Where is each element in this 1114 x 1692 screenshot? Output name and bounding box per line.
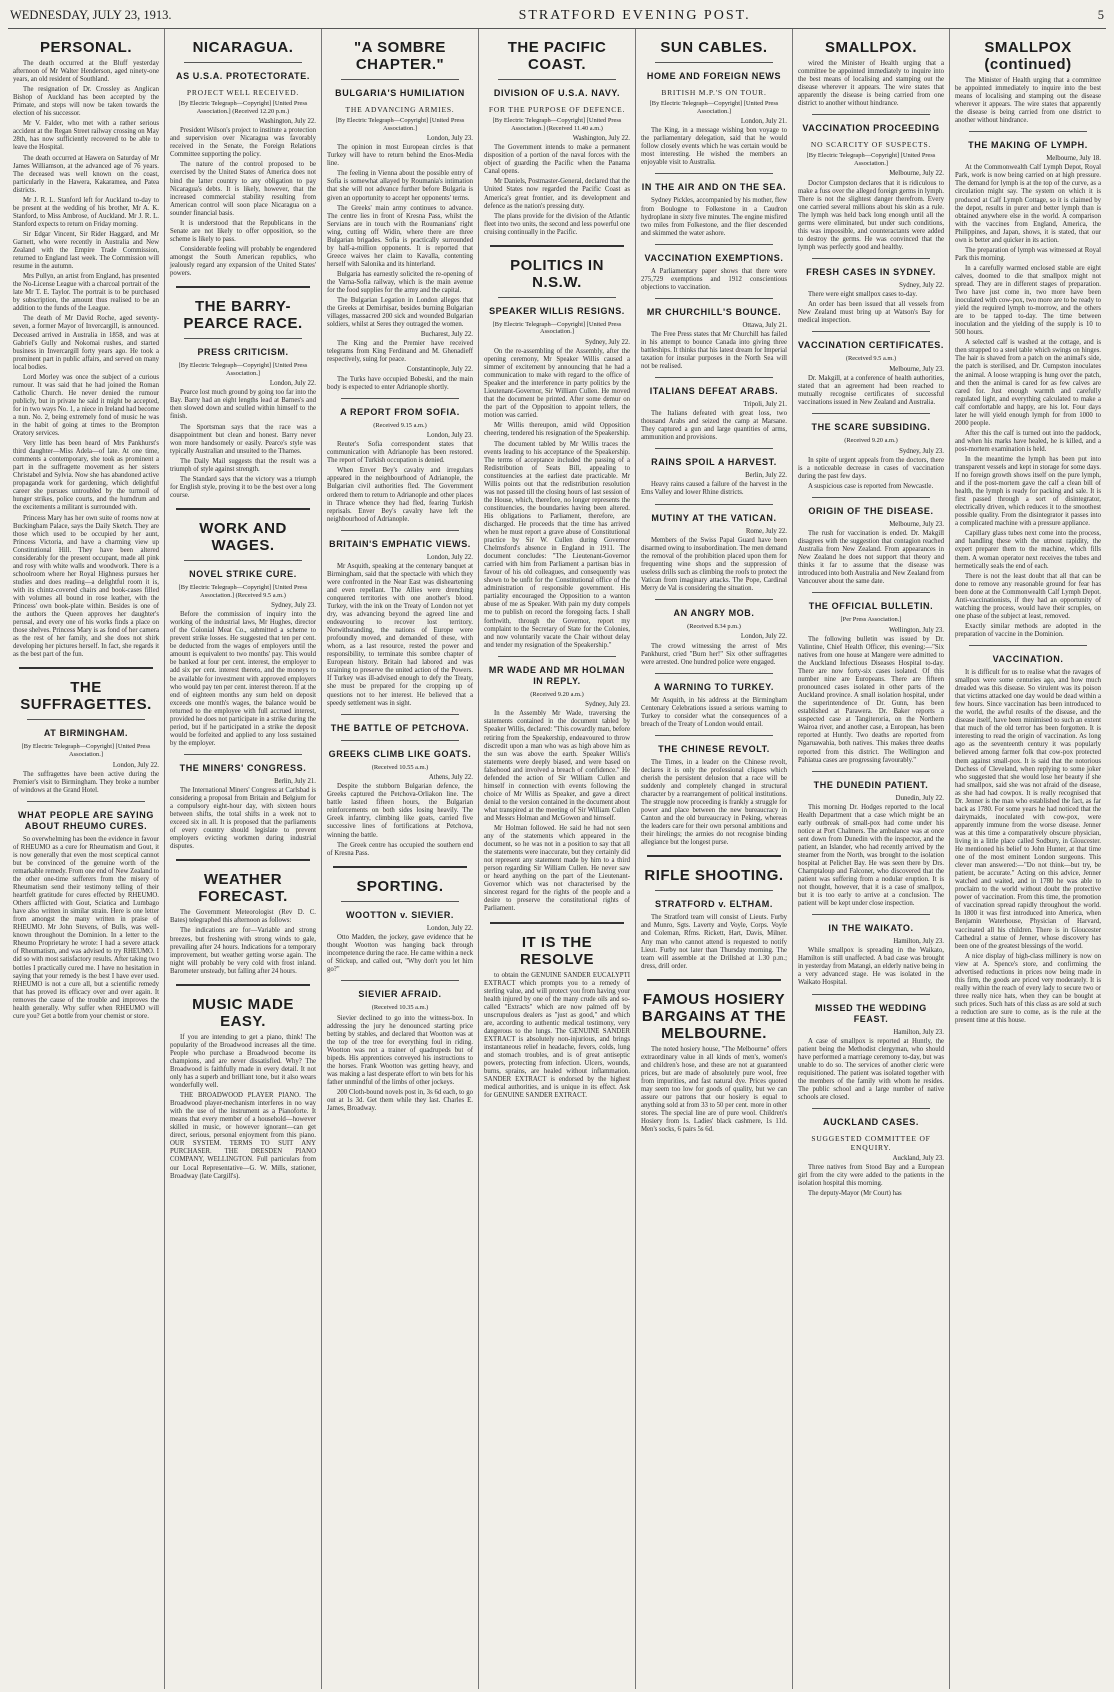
article-paragraph: The Daily Mail suggests that the result was a triumph of style against strength. xyxy=(170,457,316,473)
sub-rule xyxy=(655,62,773,63)
sub-rule xyxy=(341,530,459,531)
sub-rule xyxy=(969,131,1087,132)
dateline: Hamilton, July 23. xyxy=(893,1028,944,1036)
article-heading: ITALIANS DEFEAT ARABS. xyxy=(649,386,779,397)
article-paragraph: While smallpox is spreading in the Waikato, Hamilton is still unaffected. A bad case was brought in yesterday from Matangi, an elderly native being in a very advanced stage. He was isolated in the Waikato Hospital. xyxy=(798,947,944,987)
sub-rule xyxy=(498,79,616,80)
section-rule xyxy=(490,245,624,247)
article-paragraph: wired the Minister of Health urging that a committee be appointed immediately to inquire into the best means of localising and stamping out the disease wherever it appears. The wire states that apparently the disease is being carried from one district to another without hindrance. xyxy=(798,60,944,108)
section-heading: MUSIC MADE EASY. xyxy=(192,995,294,1030)
article-paragraph: Despite the stubborn Bulgarian defence, the Greeks captured the Petchova-Orliakon line. The battle lasted fifteen hours, the Bulgarian reinforcements on both sides losing heavily. The Greek infantry, climbing like goats, carried five successive lines of fortifications at Petchova, winning the battle. xyxy=(327,783,473,839)
article-paragraph: It is understood that the Republicans in the Senate are not likely to offer opposition, so the scheme is likely to pass. xyxy=(170,219,316,243)
article-paragraph: Mr Holman followed. He said he had not seen any of the statements which appeared in the document, so he was not in a position to say that all the statements were inaccurate, but they certainly did not represent any statement made by him to a third person regarding Sir William Cullen. He never saw or heard anything on the part of the Lieutenant-Governor which was not characterised by the sincerest regard for the rights of the people and a desire to preserve the constitutional rights of Parliament. xyxy=(484,825,630,913)
wire-credit: (Received 10.35 a.m.) xyxy=(371,1003,429,1011)
sub-rule xyxy=(27,719,145,720)
sub-rule xyxy=(812,413,930,414)
column-4 xyxy=(479,29,636,1689)
sub-rule xyxy=(341,714,459,715)
article-heading: THE BATTLE OF PETCHOVA. xyxy=(330,722,470,733)
sub-rule xyxy=(812,258,930,259)
article-paragraph: An order has been issued that all vessels from New Zealand must bring up at Watson's Bay for medical inspection. xyxy=(798,301,944,325)
section-rule xyxy=(176,984,310,986)
article-paragraph: The Minister of Health urging that a committee be appointed immediately to inquire into the best means of localising and stamping out the disease wherever it appears. The wire states that apparently the disease is being carried from one district to another without hindrance. xyxy=(955,77,1101,125)
sub-rule xyxy=(341,79,459,80)
sub-rule xyxy=(812,771,930,772)
sub-rule xyxy=(812,994,930,995)
article-heading: VACCINATION. xyxy=(992,654,1064,664)
article-heading: VACCINATION PROCEEDING xyxy=(802,123,940,134)
dateline: Sydney, July 23. xyxy=(899,447,944,455)
sub-rule xyxy=(341,740,459,741)
section-heading: SUN CABLES. xyxy=(660,39,768,56)
sub-rule xyxy=(184,754,302,755)
wire-credit: [Per Press Association.] xyxy=(840,616,902,624)
article-paragraph: The King and the Premier have received telegrams from King Ferdinand and M. Ghenadieff respectively, suing for peace. xyxy=(327,340,473,364)
article-heading: AT BIRMINGHAM. xyxy=(43,728,129,739)
column-3 xyxy=(322,29,479,1689)
article-paragraph: The preparation of lymph was witnessed at Royal Park this morning. xyxy=(955,246,1101,262)
wire-credit: [By Electric Telegraph—Copyright] [United Press Association.] (Received 12.20 p.m.) xyxy=(178,100,308,115)
article-heading: A WARNING TO TURKEY. xyxy=(653,681,774,692)
section-rule xyxy=(647,979,781,981)
sub-rule xyxy=(812,1108,930,1109)
sub-rule xyxy=(27,801,145,802)
sub-rule xyxy=(812,497,930,498)
article-paragraph: In the meantime the lymph has been put into transparent vessels and kept in storage for some days. If no foreign growth shows itself on the pure lymph, and if the post-mortem gave the calf a clean bill of health, the lymph is ready for packing and sale. It is first passed through a sort of disintegrator, electrically driven, which reduces it to the smoothest possible quality. From the disintegrator it passes into a complicated machine with a pressure appliance. xyxy=(955,455,1101,528)
dateline: Sydney, July 22. xyxy=(899,281,944,289)
dateline: Tripoli, July 21. xyxy=(743,401,787,409)
section-heading: SMALLPOX (continued) xyxy=(984,39,1072,73)
article-heading: AS U.S.A. PROTECTORATE. xyxy=(176,71,310,81)
article-heading: IN THE AIR AND ON THE SEA. xyxy=(641,182,787,193)
article-paragraph: Sievier declined to go into the witness-box. In addressing the jury he denounced starting price betting by stables, and declared that Wootton was at the top of the tree for everything foul in riding. Wootton was not a trainer of quadrupeds but of bipeds. His apprentices conveyed his instructions to the horses. Frank Wootton was getting heavy, and was making a last desperate effort to win bets for his father unmindful of the limbs of other jockeys. xyxy=(327,1014,473,1086)
article-paragraph: Three natives from Stood Bay and a European girl from the city were added to the patients in the isolation hospital this morning. xyxy=(798,1164,944,1188)
article-paragraph: The Government Meteorologist (Rev D. C. Bates) telegraphed this afternoon as follows: xyxy=(170,909,316,925)
dateline: London, July 21. xyxy=(740,118,787,126)
section-rule xyxy=(333,866,467,868)
article-subheading: NO SCARCITY OF SUSPECTS. xyxy=(810,140,932,150)
column-5 xyxy=(636,29,793,1689)
article-paragraph: A case of smallpox is reported at Huntly, the patient being the Methodist clergyman, who should have performed a marriage ceremony to-day, but was unable to do so. The services of another cleric were requisitioned. The patient was isolated together with the members of the family with whom he resides. The public school and a large number of native schools are closed. xyxy=(798,1037,944,1101)
column-2 xyxy=(165,29,322,1689)
article-paragraph: Otto Madden, the jockey, gave evidence that he thought Wootton was hanging back through incompetence during the race. He came within a neck of Stickup, and called out, "Why don't you let him go?" xyxy=(327,933,473,973)
article-heading: MUTINY AT THE VATICAN. xyxy=(651,512,777,523)
article-paragraph: Exactly similar methods are adopted in the preparation of vaccine in the Dominion. xyxy=(955,622,1101,638)
dateline: Washington, July 22. xyxy=(258,118,316,126)
article-heading: SIEVIER AFRAID. xyxy=(358,988,442,999)
dateline: Auckland, July 23. xyxy=(892,1154,944,1162)
article-paragraph: So overwhelming has been the evidence in favour of RHEUMO as a cure for Rheumatism and Gout, it is now generally that even the most sceptical cannot but be convinced of the genuine worth of the remarkable remedy. From one end of New Zealand to the other one-time sufferers from the misery of Rheumatism send their testimony telling of their heartfelt gratitude for cures effected by RHEUMO. Others afflicted with Gout, Sciatica and Lumbago have also written in similar strain. Here is one letter from amongst the many written in praise of RHEUMO. Mr John Stevens, of Bulls, was well-known throughout the Dominion. In a letter to the Rheumo Proprietary he wrote: I had a severe attack of Rheumatism, and was advised to try RHEUMO. I did so with most satisfactory results. After taking two bottles I practically cured me. I have no hesitation in saying that your remedy is the best I have ever used. RHEUMO is not a cure all, but a scientific remedy that has proved its efficacy over and over again. It removes the cause of the trouble and improves the health generally. Why suffer when RHEUMO will cure you? Get a bottle from your chemist or store. xyxy=(13,835,159,1020)
article-paragraph: The following bulletin was issued by Dr. Valintine, Chief Health Officer, this evening:—"Six natives from one house at Mangere were admitted to the Auckland Infectious Diseases Hospital to-day. There are now forty-six cases isolated. Of this number nine are Europeans. There are fifteen pronounced cases isolated in other parts of the Auckland province. A small isolation hospital, under the superintendence of Dr. Gunn, has been established at Parawera. Dr. Baker reports a suspected case at Tangiteroria, on the Northern Wairoa river, and another case, a European, has been reported at Huntly. Two deaths are reported from Ngaruawahia, both natives. This makes three deaths reported from this district. The Wellington and Pahiatua cases are progressing favourably." xyxy=(798,635,944,764)
dateline: Constantinople, July 22. xyxy=(406,366,473,374)
article-paragraph: Lord Morley was once the subject of a curious rumour. It was said that he had joined the Roman Catholic Church. He never denied the rumour publicly, but in private he said it might be accepted, for in two ways No. 1, a niece in Ireland had become a nun. No. 2, being extremely fond of music he was in the habit of going at times to the Brompton Oratory services. xyxy=(13,373,159,438)
article-paragraph: Mrs Pullyn, an artist from England, has presented the No-License League with a charcoal portrait of the late Mr T. E. Taylor. The portrait is to be purchased by subscription, the amount thus realised to be an addition to the funds of the League. xyxy=(13,273,159,313)
section-rule xyxy=(19,667,153,669)
article-subheading: SUGGESTED COMMITTEE OF ENQUIRY. xyxy=(811,1133,931,1152)
article-heading: DIVISION OF U.S.A. NAVY. xyxy=(493,88,621,98)
article-heading: THE CHINESE REVOLT. xyxy=(658,743,770,754)
article-paragraph: The King, in a message wishing bon voyage to the parliamentary delegation, said that he would follow closely events which he was certain would be most interesting. He wished the members an enjoyable visit to Australia. xyxy=(641,127,787,167)
article-paragraph: Mr Daniels, Postmaster-General, declared that the United States now regarded the Pacific Coast as America's great frontier, and its development and defence as the nation's pressing duty. xyxy=(484,178,630,210)
article-paragraph: In a carefully warmed enclosed stable are eight calves, doomed to die that smallpox might not spread. They are in different stages of preparation. Two have just come in, two more have been inoculated with cow-pox, two more are to be ready to yield the required lymph to-morrow, and the others are to be tapped to-day. The time between inoculation and the yielding of the supply is 10 to 500 hours. xyxy=(955,264,1101,337)
article-paragraph: There is not the least doubt that all that can be done to remove any reasonable ground for fear has been done at the Commonwealth Calf Lymph Depot. Anti-vaccinationists, if they had an opportunity of watching the process, would have their scruples, on one phase of the subject at least, removed. xyxy=(955,572,1101,620)
dateline: Melbourne, July 23. xyxy=(889,365,944,373)
wire-credit: [By Electric Telegraph—Copyright] [United Press Association.] xyxy=(806,152,936,167)
article-heading: THE SCARE SUBSIDING. xyxy=(811,422,931,432)
section-rule xyxy=(176,859,310,861)
sub-rule xyxy=(341,901,459,902)
wire-credit: [By Electric Telegraph—Copyright] [United Press Association.] xyxy=(649,100,779,115)
article-paragraph: In the Assembly Mr Wade, traversing the statements contained in the document tabled by Speaker Willis, declared: "This cowardly man, before retiring from the Speakership, endeavoured to throw discredit upon a man who was as high above him as the sun was above the earth. Speaker Willis's statements were deeply biased, and were based on falsehood and involved a breach of confidence." He defended the action of Sir William Cullen and himself in connection with events following the choice of Mr Willis as Speaker, and gave a direct denial to the version contained in the document about what transpired at the meeting of Sir William Cullen and Messrs Holman and McGowen and himself. xyxy=(484,710,630,822)
sub-rule xyxy=(184,338,302,339)
article-paragraph: Members of the Swiss Papal Guard have been disarmed owing to insubordination. The men demand the removal of the prohibition placed upon them for frequenting wine shops and the suppression of useless drills such as climbing the roofs to protect the Vatican from imaginary attacks. The Pope, Cardinal Merry de Val is considering the situation. xyxy=(641,536,787,592)
article-paragraph: Considerable feeling will probably be engendered amongst the South American republics, who jealously regard any expansion of the United States' powers. xyxy=(170,245,316,278)
dateline: Bucharest, July 22. xyxy=(420,331,473,339)
wire-credit: [By Electric Telegraph—Copyright] [United Press Association.] (Received 9.5 a.m.) xyxy=(178,583,308,599)
section-rule xyxy=(176,508,310,510)
article-subheading: THE ADVANCING ARMIES. xyxy=(345,105,455,114)
section-heading: PERSONAL. xyxy=(39,39,132,56)
dateline: London, July 23. xyxy=(426,432,473,440)
wire-credit: [By Electric Telegraph—Copyright] [United Press Association.] (Received 11.40 a.m.) xyxy=(492,117,622,132)
article-paragraph: Mr Asquith, in his address at the Birmingham Centenary Celebrations issued a serious warning to Turkey to consider what the consequences of a breach of the Treaty of London would entail. xyxy=(641,696,787,728)
article-paragraph: The death of Mr David Roche, aged seventy-seven, a former Mayor of Invercargill, is announced. Deceased arrived in Australia in 1858, and was at Gabriel's Gully and Nokomai rushes, and started business in Invercargill forty years ago. He took a prominent part in public affairs, and served on many local bodies. xyxy=(13,315,159,371)
article-paragraph: The feeling in Vienna about the possible entry of Sofia is somewhat allayed by Roumania's intimation that she will not advance further before Bulgaria is given an opportunity to accept her opponents' terms. xyxy=(327,170,473,202)
wire-credit: [By Electric Telegraph—Copyright] [United Press Association.] xyxy=(21,743,151,758)
article-paragraph: There were eight smallpox cases to-day. xyxy=(808,290,918,298)
wire-credit: (Received 10.55 a.m.) xyxy=(371,763,429,771)
page-number: 5 xyxy=(1097,8,1104,22)
article-heading: THE MINERS' CONGRESS. xyxy=(179,762,307,773)
column-1 xyxy=(8,29,165,1689)
article-paragraph: Doctor Cumpston declares that it is ridiculous to make a fuss over the alleged foreign germs in lymph. There is not the slightest danger therefrom. Every one carried several millions about his skin as a rule. The lymph was held back long enough until all the germs were eliminated, but under such conditions, this was impossible, and counteractants were added to destroy the germs. He was convinced that the lymph was perfectly good and healthy. xyxy=(798,179,944,251)
article-paragraph: The Stratford team will consist of Lieuts. Furby and Munro, Sgts. Laverty and Voyle, Corps. Voyle and Coleman, Rfms. Rickett, Hart, Davis, Milner. Any man who cannot attend is requested to notify Lieut. Furby not later than Thursday morning. The team will assemble at the Drillshed at 1.30 p.m.; dress, drill order. xyxy=(641,914,787,970)
sub-rule xyxy=(969,645,1087,646)
issue-date: WEDNESDAY, JULY 23, 1913. xyxy=(10,8,172,22)
section-rule xyxy=(176,286,310,288)
dateline: Dunedin, July 22. xyxy=(895,794,944,802)
sub-rule xyxy=(812,331,930,332)
article-paragraph: The Government intends to make a permanent disposition of a portion of the naval forces with the object of guarding the Pacific when the Panama Canal opens. xyxy=(484,144,630,176)
article-paragraph: to obtain the GENUINE SANDER EUCALYPTI EXTRACT which prompts you to a remedy of sterling value, and will protect you from having your health injured by one of the many crude oils and so-called "Extracts" which are now palmed off by unscrupulous dealers as "just as good," and which are, according to authentic medical testimony, very dangerous to the lungs. The GENUINE SANDER EXTRACT is absolutely non-injurious, and brings instantaneous relief in headache, fevers, colds, lung and stomach troubles, and is of great antiseptic powers, protecting from infection. Ulcers, wounds, burns, sprains, are healed without inflammation. SANDER EXTRACT is endorsed by the highest medical authorities, and is unique in its effect. Ask for GENUINE SANDER EXTRACT. xyxy=(484,971,630,1100)
dateline: Berlin, July 22. xyxy=(745,472,787,480)
dateline: Sydney, July 22. xyxy=(585,338,630,346)
article-paragraph: The rush for vaccination is ended. Dr. Makgill disagrees with the suggestion that contagion reached Australia from New Zealand. From appearances in New Zealand he does not support that theory and thinks it far to assume that the disease was introduced into both Australia and New Zealand from Vancouver about the same date. xyxy=(798,529,944,586)
wire-credit: [By Electric Telegraph—Copyright] [United Press Association.] xyxy=(335,117,465,132)
article-paragraph: The Turks have occupied Bobeski, and the main body is expected to enter Adrianople shortly. xyxy=(327,375,473,391)
section-heading: THE BARRY-PEARCE RACE. xyxy=(183,298,303,333)
article-paragraph: The International Miners' Congress at Carlsbad is considering a proposal from Britain and Belgium for a compulsory eight-hour day, with sixteen hours between shifts, the total shifts in a week not to exceed six in all. It is proposed that the parliaments of every country should legislate to prevent employers evicting workmen during industrial disputes. xyxy=(170,787,316,851)
sub-rule xyxy=(498,656,616,657)
dateline: Rome, July 22. xyxy=(745,527,787,535)
article-paragraph: Heavy rains caused a failure of the harvest in the Ems Valley and lower Rhine districts. xyxy=(641,481,787,497)
sub-rule xyxy=(655,890,773,891)
article-heading: WOOTTON v. SIEVIER. xyxy=(345,909,455,920)
article-paragraph: The resignation of Dr. Crossley as Anglican Bishop of Auckland has been accepted by the Primate, and steps will now be taken towards the election of his successor. xyxy=(13,86,159,118)
section-heading: THE SUFFRAGETTES. xyxy=(20,679,152,714)
section-heading: FAMOUS HOSIERY BARGAINS AT THE MELBOURNE. xyxy=(641,990,787,1042)
article-subheading: BRITISH M.P.'S ON TOUR. xyxy=(661,88,767,97)
sub-rule xyxy=(341,980,459,981)
wire-credit: (Received 9.20 a.m.) xyxy=(844,437,898,444)
article-paragraph: In spite of urgent appeals from the doctors, there is a noticeable decrease in cases of vaccination during the past few days. xyxy=(798,456,944,480)
dateline: Sydney, July 23. xyxy=(585,701,630,709)
dateline: Berlin, July 21. xyxy=(274,777,316,785)
article-paragraph: The Sportsman says that the race was a disappointment but clean and honest. Barry never won more handsomely or easily. Pearce's style was typically Australian and unsuited to the Thames. xyxy=(170,423,316,455)
wire-credit: [By Electric Telegraph—Copyright] [United Press Association.] xyxy=(178,362,308,377)
article-heading: THE OFFICIAL BULLETIN. xyxy=(808,601,934,612)
article-heading: PRESS CRITICISM. xyxy=(197,347,289,358)
sub-rule xyxy=(655,244,773,245)
article-paragraph: A nice display of high-class millinery is now on view at A. Spence's store, and confirming the advertised reductions in prices now being made in this firm, the goods are priced very moderately. It is really within the reach of every lady to secure two or three really nice hats, when they can be bought at such prices. Such hats of this class as are sold at such a reduction are sure to come, as is the rule at the present time at this house. xyxy=(955,952,1101,1025)
article-paragraph: The nature of the control proposed to be exercised by the United States of America does not bind the latter country to any obligation to pay Nicaragua's debts. It is likely, however, that the increased commercial stability resulting from American control will soon place Nicaragua on a sounder financial basis. xyxy=(170,161,316,217)
section-heading: "A SOMBRE CHAPTER." xyxy=(354,39,446,73)
dateline: Washington, July 22. xyxy=(572,135,630,143)
sub-rule xyxy=(812,114,930,115)
dateline: London, July 22. xyxy=(426,924,473,932)
article-paragraph: 200 Cloth-bound novels post in, 3s 6d each, to go out at 1s 3d. Get them while they last. Charles E. James, Broadway. xyxy=(327,1088,473,1113)
article-heading: VACCINATION CERTIFICATES. xyxy=(798,340,944,351)
article-paragraph: Sydney Pickles, accompanied by his mother, flew from Boulogne to Folkestone in a Caudron hydroplane in sixty five minutes. The engine misfired two miles from Folkestone, and the flier descended and skimmed the water ashore. xyxy=(641,197,787,237)
section-rule xyxy=(647,855,781,857)
article-heading: WHAT PEOPLE ARE SAYING ABOUT RHEUMO CURES. xyxy=(18,809,154,831)
section-heading: IT IS THE RESOLVE xyxy=(519,933,595,968)
dateline: London, July 22. xyxy=(269,380,316,388)
sub-rule xyxy=(184,560,302,561)
wire-credit: (Received 9.15 a.m.) xyxy=(373,421,427,429)
article-paragraph: Princess Mary has her own suite of rooms now at Buckingham Palace, says the Daily Sketch. They are those which used to be occupied by her aunt, Princess Victoria, and have a charming view up Constitutional Hill. They have been altered considerably for the present occupant, made all pink and rosy with white walls and woodwork. There is a schoolroom where her Royal Highness pursues her studies and does reading—a delightful room it is, with its chintz-covered chairs and book-cases filled with volumes all bound in rose leather, with the Princess' own book-plate within. Besides is one of the authors the Queen approves her daughter's perusal, and every one of his works finds a place on those shelves. Princess Mary is as fond of her camera as the rest of her family, and she does not shirk developing her pictures herself. In fact, she regards it as the best part of the fun. xyxy=(13,514,159,659)
article-heading: IN THE WAIKATO. xyxy=(828,923,914,934)
dateline: Athens, July 22. xyxy=(428,774,473,782)
article-paragraph: After this the calf is turned out into the paddock, and when his marks have healed, he is killed, and a post-mortem examination is held. xyxy=(955,429,1101,453)
sub-rule xyxy=(655,599,773,600)
section-heading: WORK AND WAGES. xyxy=(199,519,287,554)
article-paragraph: It is difficult for us to realise what the ravages of smallpox were some centuries ago, and how much dreaded was this disease. So virulent was its poison that victims attacked one day would be dead within a few hours. Since vaccination has been introduced to the world, the awful results of the disease, and the disease itself, have been minimised to such an extent that much of the old terror has been forgotten. It is interesting to read the origin of vaccination. As long ago as the seventeenth century it was popularly believed among farmer folk that cow-pox protected them against small-pox. It is said that the notorious Duchess of Cleveland, when replying to some joker who suggested that she would lose her beauty if she had smallpox, said she was not afraid of the disease, as she had had cowpox. It is really recognised that Dr. Jenner is the man who established the fact, as far back as 1780. For some years he had noticed that the dairymaids, inoculated with cow-pox, were apparently immune from the worse disease. Jenner was at this time a comparatively obscure physician, living in a little place called Sodbury, in Gloucester. He mentioned his belief to John Hunter, at that time one of the most eminent London surgeons. This clever man answered:—"Do not think—but try, be patient, be accurate." Acting on this advice, Jenner watched and waited, and in 1780 he was able to proclaim to the world without doubt the protective power of vaccination. From this time, the promotion of vaccination spread rapidly throughout the world. In 1800 it was first introduced into America, when Benjamin Waterhouse, Physician of Harvard, vaccinated all his children. There is in Gloucester Cathedral a statue of Jenner, whose discovery has been one of the greatest blessings of the world. xyxy=(955,669,1101,950)
sub-rule xyxy=(655,504,773,505)
article-paragraph: The plans provide for the division of the Atlantic fleet into two units, the second and less powerful one cruising continually in the Pacific. xyxy=(484,212,630,236)
article-heading: BULGARIA'S HUMILIATION xyxy=(335,88,465,98)
wire-credit: (Received 9.5 a.m.) xyxy=(845,355,897,363)
dateline: Wellington, July 23. xyxy=(889,626,944,634)
masthead xyxy=(8,6,1106,29)
article-paragraph: The Free Press states that Mr Churchill has failed in his attempt to bounce Canada into giving three battleships. It thinks that his latest dream for Imperial taxation for insular purposes in the North Sea will not be realised. xyxy=(641,330,787,371)
article-heading: SPEAKER WILLIS RESIGNS. xyxy=(489,305,625,316)
article-subheading: FOR THE PURPOSE OF DEFENCE. xyxy=(488,105,626,114)
article-paragraph: On the re-assembling of the Assembly, after the opening ceremony, Mr Speaker Willis caused a simmer of excitement by announcing that he had a communication to make with regard to the office of Speaker and the interference in party politics by the Lieutenant-Governor, Sir William Cullen. He moved that the document be printed. After some demur on the part of the Opposition to appoint tellers, the motion was carried. xyxy=(484,347,630,420)
article-paragraph: The Italians defeated with great loss, two thousand Arabs and seized the camp at Marsane. They captured a gun and large quantities of arms, ammunition and provisions. xyxy=(641,410,787,442)
article-paragraph: The Times, in a leader on the Chinese revolt, declares it is only the professional cliques which cherish the persistent delusion that a race will be suddenly and completely changed in structural character by a rearrangement of political institutions. The struggle now proceeding is frankly a struggle for power and place between the new bureaucracy in Canton and the old bureaucracy in Peking, whereas the leaders care for their own personal ambitions and their hirelings; the armies do not recognise binding allegiance but the longest purse. xyxy=(641,758,787,847)
article-heading: A REPORT FROM SOFIA. xyxy=(340,406,460,417)
section-heading: THE PACIFIC COAST. xyxy=(507,39,607,73)
article-paragraph: Reuter's Sofia correspondent states that communication with Adrianople has been restored. The report of Turkish occupation is denied. xyxy=(327,441,473,465)
article-paragraph: Dr. Makgill, at a conference of health authorities, stated that an agreement had been reached to mutually recognise certificates of successful vaccinations issued in New Zealand and Australia. xyxy=(798,374,944,406)
article-heading: VACCINATION EXEMPTIONS. xyxy=(644,252,784,263)
article-paragraph: The deputy-Mayor (Mr Court) has xyxy=(808,1190,902,1198)
section-heading: SMALLPOX. xyxy=(824,39,917,56)
article-paragraph: A suspicious case is reported from Newcastle. xyxy=(808,482,934,490)
article-paragraph: At the Commonwealth Calf Lymph Depot, Royal Park, work is now being carried on at high pressure. The demand for lymph is at the top of the curve, as a circulation might say. The system on which it is produced at Calf Lymph Cottage, so it is claimed by the depot, results in purer and better lymph than is obtained anywhere else in the world. A comparison with the vaccines from England, America, the Philippines, and Japan, shows, it is stated, that our own is better and quicker in its action. xyxy=(955,164,1101,244)
article-heading: MR WADE AND MR HOLMAN IN REPLY. xyxy=(488,664,626,686)
article-heading: THE MAKING OF LYMPH. xyxy=(968,140,1088,151)
section-heading: WEATHER FORECAST. xyxy=(198,871,288,906)
sub-rule xyxy=(655,298,773,299)
article-paragraph: President Wilson's project to institute a protection and supervision over Nicaragua was favorably received in the Senate, the Foreign Relations Committee supporting the policy. xyxy=(170,127,316,159)
wire-credit: (Received 9.20 a.m.) xyxy=(530,690,584,698)
sub-rule xyxy=(655,673,773,674)
article-heading: MR CHURCHILL'S BOUNCE. xyxy=(646,306,782,317)
article-paragraph: This morning Dr. Hodges reported to the local Health Department that a case which might be an early outbreak of small-pox had come under his notice at Port Chalmers. The ambulance was at once sent down from Dunedin with the inspector, and the patient, an Islander, who had recently arrived by the steamer from the North, was brought to the isolation hospital at Pelichet Bay. He was seen there by Drs. Champtaloup and Falconer, who discovered that the patient was suffering from a nodular eruption. It is not thought, however, that it is a case of smallpox, but it is too early to arrive at a conclusion. The patient will be kept under close inspection. xyxy=(798,803,944,908)
column-6 xyxy=(793,29,950,1689)
dateline: Melbourne, July 22. xyxy=(889,170,944,178)
dateline: Melbourne, July 23. xyxy=(889,520,944,528)
article-heading: MISSED THE WEDDING FEAST. xyxy=(815,1002,927,1024)
article-heading: GREEKS CLIMB LIKE GOATS. xyxy=(328,748,472,759)
article-heading: NOVEL STRIKE CURE. xyxy=(189,568,297,579)
article-paragraph: Very little has been heard of Mrs Pankhurst's third daughter—Miss Adela—of late. At one time, comments a contemporary, she took as prominent a part in the suffragette movement as her sisters Christabel and Sylvia. Now she has abandoned active propaganda work for gardening, which delightful career she pursues untroubled by the turmoil of hunger strikes, police courts, and the humdrum and the excitements a militant is surrounded with. xyxy=(13,440,159,512)
wire-credit: [By Electric Telegraph—Copyright] [United Press Association.] xyxy=(492,320,622,336)
dateline: Hamilton, July 23. xyxy=(893,938,944,946)
article-paragraph: The Greeks' main army continues to advance. The centre lies in front of Kresna Pass, whilst the Servians are in touch with the Roumanians' right wing, cutting off Widin, where there are three Bulgarian brigades. Sofia is practically surrounded by half-a-million opponents. It is reported that Greece waives her claim to Kavalla, contenting herself with Salonika and its hinterland. xyxy=(327,204,473,268)
sub-rule xyxy=(341,398,459,399)
dateline: London, July 22. xyxy=(426,553,473,561)
article-subheading: PROJECT WELL RECEIVED. xyxy=(186,88,300,97)
sub-rule xyxy=(184,62,302,63)
sub-rule xyxy=(655,173,773,174)
article-paragraph: A Parliamentary paper shows that there were 275,729 exemptions and 1912 conscientious objections to vaccination. xyxy=(641,267,787,291)
article-paragraph: The suffragettes have been active during the Premier's visit to Birmingham. They broke a number of windows at the Grand Hotel. xyxy=(13,770,159,794)
article-heading: HOME AND FOREIGN NEWS xyxy=(646,71,782,81)
dateline: London, July 22. xyxy=(112,761,159,769)
dateline: Sydney, July 23. xyxy=(271,602,316,610)
dateline: Ottawa, July 21. xyxy=(742,321,787,329)
article-paragraph: The document tabled by Mr Willis traces the events leading to his acceptance of the Speakership. The terms of acceptance included the passing of a Redistribution of Seats Bill, appealing to constituencies at the earliest date practicable. Mr Willis points out that the redistribution resolution was not passed till the closing hours of last session of the House, which, therefore, no longer represents the constituencies, the boundaries having been altered. His obligations to Parliament, therefore, are discharged. He proceeds that the time has arrived when he must report a grave abuse of Constitutional practice by Sir W. Cullen during Governor Chelmsford's absence in England in 1911. The document concludes: "The Lieutenant-Governor carried with him from Parliament a partisan bias in favour of his old colleagues, and consequently was shown to be unfit for the Constitutional office of the administration of responsible government. His partiality encouraged the Opposition to a wanton abuse of me as Speaker. With pain my duty compels me to publish on record the foregoing facts. I shall forthwith, through the Governor, report my complaint to the Secretary of State for the Colonies, and now voluntarily vacate the Chair without delay and tender my resignation of the Speakership." xyxy=(484,440,630,649)
article-paragraph: When Enver Bey's cavalry and irregulars appeared in the neighbourhood of Adrianople, the Bulgarian civil authorities fled. The Government ordered them to return to Adrianople and other places in Thrace whence they had fled, fearing Turkish reprisals. Enver Bey's cavalry have left the neighbourhood of Adrianople. xyxy=(327,467,473,523)
article-paragraph: The Greek centre has occupied the southern end of Kresna Pass. xyxy=(327,841,473,857)
article-paragraph: The Bulgarian Legation in London alleges that the Greeks at Demirhisar, besides burning Bulgarian villages, massacred 200 sick and wounded Bulgarian soldiers, whilst at Seres they outraged the women. xyxy=(327,297,473,329)
paper-title: STRATFORD EVENING POST. xyxy=(518,8,751,23)
section-heading: NICARAGUA. xyxy=(192,39,294,56)
article-paragraph: Capillary glass tubes next come into the process, and handling these with the utmost rapidity, the expert preparer them to the machine, which fills them. A woman operator next receives the tubes and hermetically seals the end of each. xyxy=(955,530,1101,570)
article-paragraph: A selected calf is washed at the cottage, and is then strapped to a steel table which swings on hinges. The hair is shaved from a patch on the animal's side, the patch is sterilised, and Dr. Cumpston inoculates the animal. A loose wrapping is hung over the patch, and then the animal is cared for as few calves are cared for. Just enough warmth and carefully regulated light, and everything calculated to make a calf comfortable and happy, are his lot. Four days later he will yield enough lymph for from 1000 to 2000 people. xyxy=(955,339,1101,427)
article-paragraph: The noted hosiery house, "The Melbourne" offers extraordinary value in all kinds of men's, women's and children's hose, and these are not at guaranteed prices, but are made of absolutely pure wool, free from impurities, and fast natural dye. Prices quoted may seem too low for goods of quality, but we can assure our patrons that our hosiery is equal to anything sold at from 33 to 50 per cent. more in other stores. The special line are of pure wool. Children's Hosiery from 1s. Ladies' black cashmere, 1s 11d. Men's socks, 6 pairs 5s 6d. xyxy=(641,1045,787,1134)
article-heading: STRATFORD v. ELTHAM. xyxy=(655,899,773,910)
article-heading: AN ANGRY MOB. xyxy=(673,607,755,618)
article-paragraph: The Standard says that the victory was a triumph for English style, proving it to be the best over a long course. xyxy=(170,475,316,499)
article-paragraph: Bulgaria has earnestly solicited the re-opening of the Varna-Sofia railway, which is the main avenue for the food supplies for the army and the capital. xyxy=(327,270,473,295)
section-heading: RIFLE SHOOTING. xyxy=(644,867,784,885)
columns xyxy=(8,29,1106,1689)
article-paragraph: If you are intending to get a piano, think! The popularity of the Broadwood increases all the time. People who purchase a Broadwood become its champions, and are never dissatisfied. Why? The Broadwood is faithfully made in every detail. It not only has a superb and brilliant tone, but it also wears wonderfully well. xyxy=(170,1033,316,1090)
article-paragraph: Mr J. R. L. Stanford left for Auckland to-day to be present at the wedding of his brother, Mr A. K. Stanford, to Miss Ambrose, of Auckland. Mr J. R. L. Stanford expects to return on Friday morning. xyxy=(13,196,159,228)
article-heading: BRITAIN'S EMPHATIC VIEWS. xyxy=(329,538,471,549)
article-paragraph: The crowd witnessing the arrest of Mrs Pankhurst, cried "Burn her!" Six other suffragettes were arrested. One hundred police were engaged. xyxy=(641,642,787,666)
article-heading: FRESH CASES IN SYDNEY. xyxy=(806,266,936,277)
article-paragraph: The death occurred at the Bluff yesterday afternoon of Mr Walter Henderson, aged ninety-one years, an old resident of Southland. xyxy=(13,60,159,84)
article-paragraph: The indications are for—Variable and strong breezes, but freshening with strong winds to gale, prevailing after 24 hours. Indications for a temporary improvement, but weather getting worse again. The night will probably be very cold with frost inland. Barometer unsteady, but falling after 24 hours. xyxy=(170,927,316,975)
article-paragraph: Mr Asquith, speaking at the centenary banquet at Birmingham, said that the spectacle with which they were confronted in the Near East was disheartening and even repellant. The Allies were drenching conquered territories with one another's blood. Turkey, with the ink on the Treaty of London not yet dry, was advancing beyond the agreed line and endeavouring to recover lost territory. Notwithstanding, the nations of Europe were profoundly moved, and demanded of these, with whom, as a last resource, rested the power and responsibility, to terminate this sombre chapter of European history. Britain had labored and was straining to preserve the united action of the Powers. If Turkey was ill-advised enough to defy the Treaty, she must be prepared for the cropping up of questions not to her interest. He believed that a speedy settlement was in sight. xyxy=(327,562,473,707)
dateline: London, July 22. xyxy=(740,633,787,641)
wire-credit: (Received 8.34 p.m.) xyxy=(687,622,741,630)
article-paragraph: Before the commission of inquiry into the working of the industrial laws, Mr Hughes, director of the Colonial Meat Co., submitted a scheme to prevent strike losses. He suggested that ten per cent. be deducted from the wages of employers until the amount is equivalent to two months' pay. This would be banked at four per cent. interest, the employer to add six per cent. interest thereto, and the moneys to be available for investment with approved employers who would pay ten per cent. interest thereon. If at the end of eighteen months any sum held on deposit exceeds one month's wages, the balance would be returned to the employee with full accrued interest, provided he does not participate in a strike during the period, but if he participated in a strike the deposit would be forfeited and applied to any loss sustained by the employer. xyxy=(170,611,316,747)
sub-rule xyxy=(812,914,930,915)
sub-rule xyxy=(498,297,616,298)
article-heading: RAINS SPOIL A HARVEST. xyxy=(651,457,777,468)
article-heading: THE DUNEDIN PATIENT. xyxy=(813,779,929,790)
article-paragraph: The death occurred at Hawera on Saturday of Mr James Williamson, at the advanced age of 76 years. The deceased was well known on the coast, particularly in the Hawera, Kakaramea, and Patea districts. xyxy=(13,154,159,194)
article-heading: AUCKLAND CASES. xyxy=(822,1116,919,1127)
sub-rule xyxy=(812,592,930,593)
sub-rule xyxy=(655,377,773,378)
section-heading: POLITICS IN N.S.W. xyxy=(510,256,604,291)
section-heading: SPORTING. xyxy=(356,877,444,895)
section-rule xyxy=(490,922,624,924)
sub-rule xyxy=(655,735,773,736)
article-heading: ORIGIN OF THE DISEASE. xyxy=(808,505,934,516)
column-7 xyxy=(950,29,1106,1689)
article-paragraph: Sir Edgar Vincent, Sir Rider Haggard, and Mr Garnett, who were recently in Australia and New Zealand with the Empire Trade Commission, returned to England last week. The Commission will resume in the autumn. xyxy=(13,230,159,271)
article-paragraph: Mr V. Falder, who met with a rather serious accident at the Regan Street railway crossing on May 28th, has now sufficiently recovered to be able to leave the Hospital. xyxy=(13,120,159,152)
article-paragraph: Mr Willis thereupon, amid wild Opposition cheering, tendered his resignation of the Speakership. xyxy=(484,422,630,438)
article-paragraph: The opinion in most European circles is that Turkey will have to return behind the Enos-Media line. xyxy=(327,144,473,168)
article-paragraph: Pearce lost much ground by going too far into the Bay. Barry had an eight lengths lead at Barnes's and then slowed down and sculled within himself to the finish. xyxy=(170,389,316,421)
article-paragraph: THE BROADWOOD PLAYER PIANO. The Broadwood player-mechanism interferes in no way with the use of the instrument as a Pianoforte. It means that every member of a household—however skilled in music, or however ignorant—can get direct, serious, personal enjoyment from this piano. OUR SYSTEM. TERMS TO SUIT ANY PURCHASER. THE DRESDEN PIANO COMPANY, WELLINGTON. Full particulars from our Local Representative—G. W. Mills, stationer, Broadway (late Cargill's). xyxy=(170,1092,316,1180)
sub-rule xyxy=(655,448,773,449)
dateline: London, July 23. xyxy=(426,135,473,143)
dateline: Melbourne, July 18. xyxy=(1046,155,1101,163)
